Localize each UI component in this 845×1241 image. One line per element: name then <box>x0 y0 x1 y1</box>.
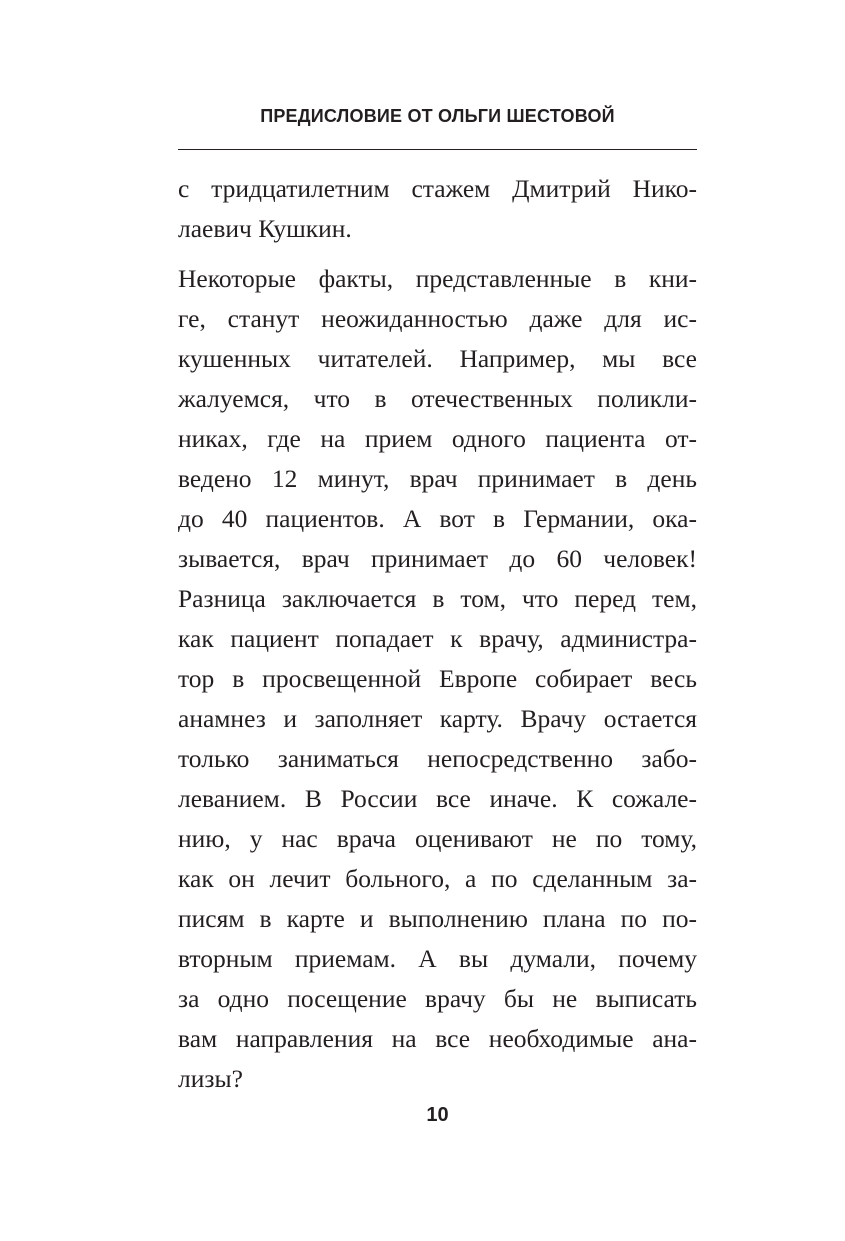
text-line: тор в просвещенной Европе собирает весь <box>178 664 697 693</box>
text-line: вторным приемам. А вы думали, почему <box>178 944 697 973</box>
text-line: писям в карте и выполнению плана по по- <box>178 904 697 933</box>
text-line: Некоторые факты, представленные в кни- <box>178 264 697 293</box>
text-line: за одно посещение врачу бы не выписать <box>178 984 697 1013</box>
text-line: ведено 12 минут, врач принимает в день <box>178 464 697 493</box>
text-line: лизы? <box>178 1064 243 1093</box>
body-text <box>178 169 697 1099</box>
text-line: никах, где на прием одного пациента от- <box>178 424 697 453</box>
text-line: жалуемся, что в отечественных поликли- <box>178 384 697 413</box>
text-line: с тридцатилетним стажем Дмитрий Нико- <box>178 174 697 203</box>
text-line: анамнез и заполняет карту. Врачу остается <box>178 704 697 733</box>
text-line: нию, у нас врача оценивают не по тому, <box>178 824 697 853</box>
page-number: 10 <box>426 1104 449 1126</box>
text-line: лаевич Кушкин. <box>178 214 352 243</box>
running-head: ПРЕДИСЛОВИЕ ОТ ОЛЬГИ ШЕСТОВОЙ <box>260 106 615 126</box>
text-line: зывается, врач принимает до 60 человек! <box>178 544 697 573</box>
text-line: Разница заключается в том, что перед тем, <box>178 584 697 613</box>
paragraph-2 <box>178 259 697 1099</box>
text-line: кушенных читателей. Например, мы все <box>178 344 697 373</box>
text-line: как он лечит больного, а по сделанным за- <box>178 864 697 893</box>
paragraph-1 <box>178 169 697 249</box>
header-rule <box>178 149 697 150</box>
text-line: вам направления на все необходимые ана- <box>178 1024 697 1053</box>
text-line: ге, станут неожиданностью даже для ис- <box>178 304 697 333</box>
text-line: только заниматься непосредственно забо- <box>178 744 697 773</box>
text-line: как пациент попадает к врачу, администра- <box>178 624 697 653</box>
text-line: до 40 пациентов. А вот в Германии, ока- <box>178 504 697 533</box>
text-line: леванием. В России все иначе. К сожале- <box>178 784 697 813</box>
